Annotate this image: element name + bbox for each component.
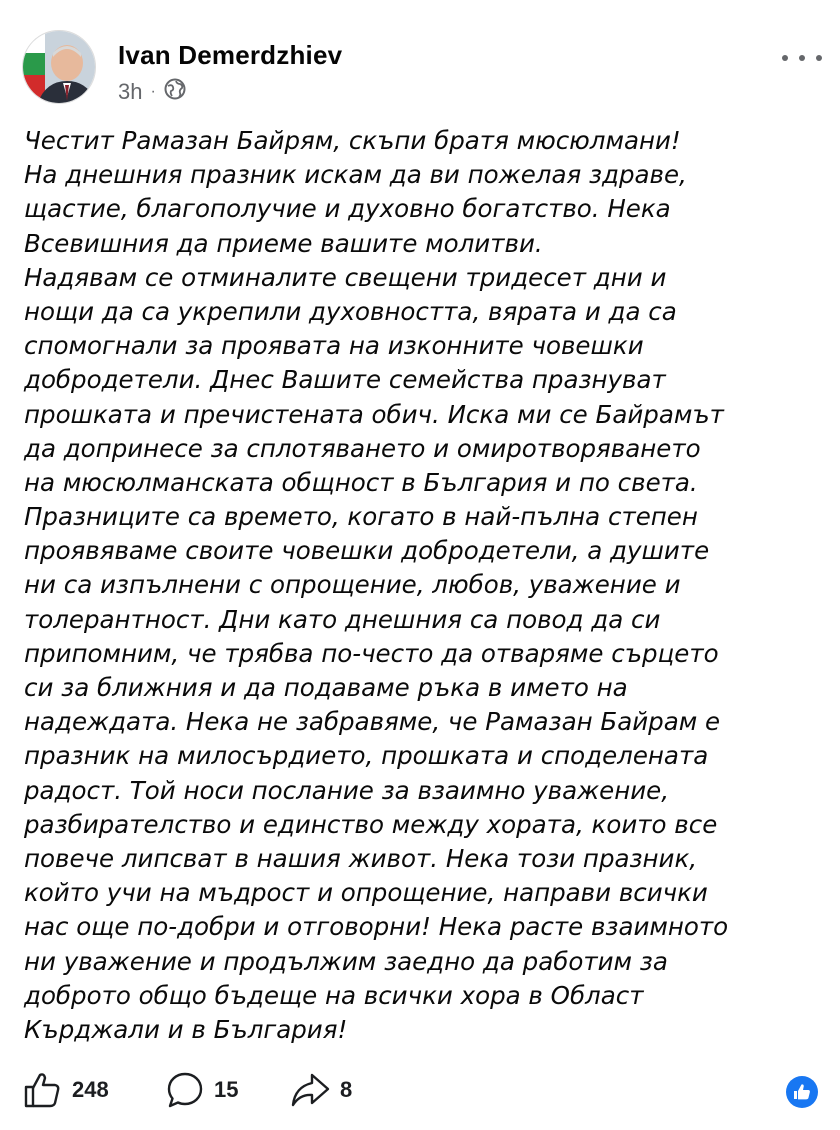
share-button[interactable] <box>290 1068 352 1112</box>
share-count: 8 <box>340 1077 353 1102</box>
post-line: Всевишния да приеме вашите молитви. <box>24 228 543 258</box>
post-line: разбирателство и единство между хората, които все <box>24 809 718 839</box>
post-time[interactable]: 3h <box>118 79 143 104</box>
post-line: Празниците са времето, когато в най-пълна степен <box>24 502 698 532</box>
post-line: нощи да са укрепили духовността, вярата и да са <box>24 296 677 326</box>
post-line: Кърджали и в България! <box>24 1014 348 1044</box>
avatar[interactable] <box>22 30 96 104</box>
meta-separator: · <box>150 83 156 100</box>
comment-count: 15 <box>214 1077 239 1102</box>
post-line: празник на милосърдието, прошката и споделената <box>24 741 709 771</box>
post-line: спомогнали за проявата на изконните човешки <box>24 331 644 361</box>
post-line: повече липсват в нашия живот. Нека този празник, <box>24 843 698 873</box>
post-line: да допринесе за сплотяването и омиротворяването <box>24 433 701 463</box>
post-line: ни уважение и продължим заедно да работим за <box>24 946 668 976</box>
post-line: доброто общо бъдеще на всички хора в Област <box>24 980 644 1010</box>
avatar-image <box>23 31 96 104</box>
post-line: Надявам се отминалите свещени тридесет дни и <box>24 262 667 292</box>
post-line: Честит Рамазан Байрям, скъпи братя мюсюлмани! <box>24 126 681 155</box>
post-header <box>22 30 822 110</box>
share-arrow-icon <box>290 1071 330 1109</box>
action-bar <box>22 1068 822 1118</box>
post-meta <box>118 78 186 106</box>
post-line: нас още по-добри и отговорни! Нека расте взаимното <box>24 912 729 942</box>
post-line: радост. Той носи послание за взаимно уважение, <box>24 775 670 805</box>
like-button[interactable] <box>22 1068 109 1112</box>
post-line: надеждата. Нека не забравяме, че Рамазан Байрам е <box>24 707 721 737</box>
post-line: На днешния празник искам да ви пожелая здраве, <box>24 160 687 190</box>
comment-button[interactable] <box>166 1068 238 1112</box>
post-line: проявяваме своите човешки добродетели, а душите <box>24 536 710 566</box>
thumbs-up-icon <box>22 1070 62 1110</box>
post-line: толерантност. Дни като днешния са повод да си <box>24 604 661 634</box>
ellipsis-icon[interactable] <box>782 46 822 70</box>
post-line: който учи на мъдрост и опрощение, направи всички <box>24 878 708 908</box>
post-line: припомним, че трябва по-често да отваряме сърцето <box>24 638 719 668</box>
post-line: си за ближния и да подаваме ръка в името на <box>24 673 628 702</box>
post-text <box>24 124 824 1047</box>
post-line: ни са изпълнени с опрощение, любов, уважение и <box>24 570 681 600</box>
post-line: прошката и пречистената обич. Иска ми се Байрамът <box>24 399 724 429</box>
like-count: 248 <box>72 1077 109 1102</box>
globe-icon <box>164 78 186 106</box>
like-reaction-icon[interactable] <box>786 1076 818 1108</box>
author-name[interactable]: Ivan Demerdzhiev <box>118 40 343 70</box>
post-line: добродетели. Днес Вашите семейства празнуват <box>24 365 666 395</box>
post-line: на мюсюлманската общност в България и по света. <box>24 467 698 497</box>
post-line: щастие, благополучие и духовно богатство. Нека <box>24 194 671 224</box>
comment-bubble-icon <box>166 1071 204 1109</box>
